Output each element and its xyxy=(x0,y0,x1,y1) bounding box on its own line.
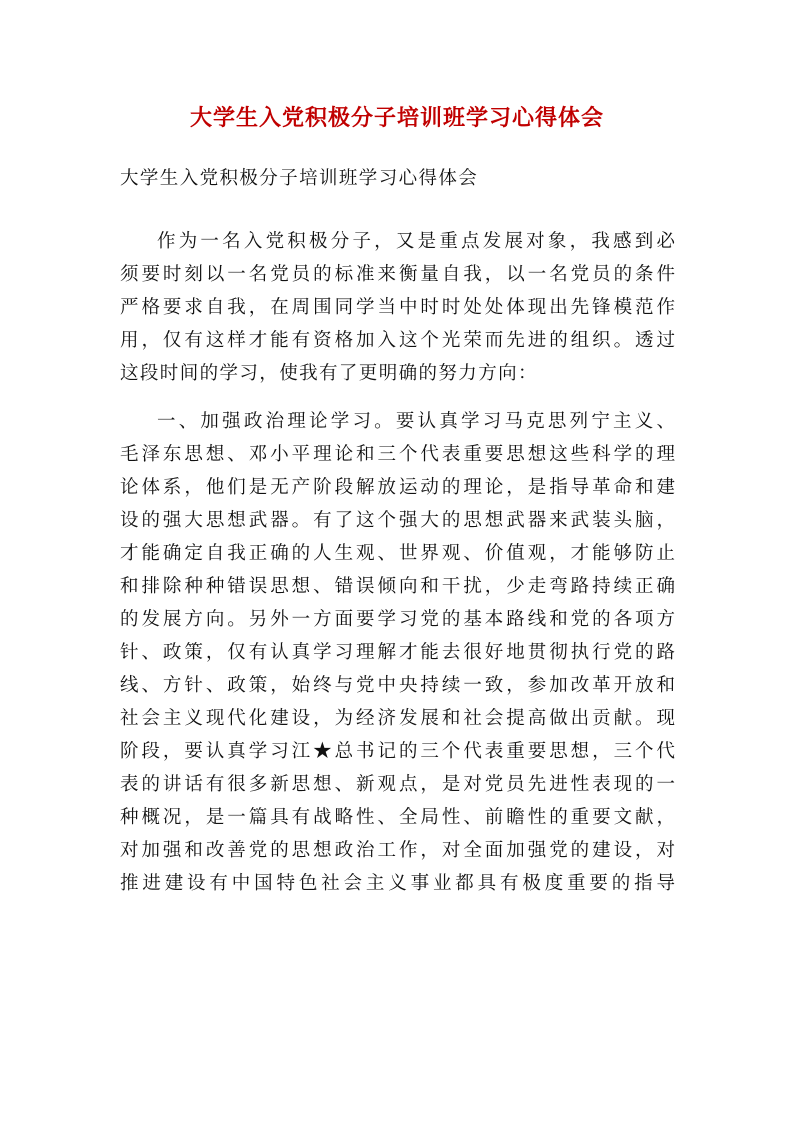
paragraph-line: 社会主义现代化建设，为经济发展和社会提高做出贡献。现 xyxy=(120,708,675,729)
paragraph-line: 的发展方向。另外一方面要学习党的基本路线和党的各项方 xyxy=(120,609,675,630)
paragraph-line: 设的强大思想武器。有了这个强大的思想武器来武装头脑， xyxy=(120,510,675,531)
paragraph-line: 用，仅有这样才能有资格加入这个光荣而先进的组织。透过 xyxy=(120,330,675,351)
paragraph-line: 表的讲话有很多新思想、新观点，是对党员先进性表现的一 xyxy=(120,774,675,795)
paragraph-line: 作为一名入党积极分子，又是重点发展对象，我感到必 xyxy=(157,231,675,252)
paragraph-line: 针、政策，仅有认真学习理解才能去很好地贯彻执行党的路 xyxy=(120,642,675,663)
paragraph-line: 线、方针、政策，始终与党中央持续一致，参加改革开放和 xyxy=(120,675,675,696)
paragraph-line: 种概况，是一篇具有战略性、全局性、前瞻性的重要文献， xyxy=(120,807,675,828)
paragraph-line: 须要时刻以一名党员的标准来衡量自我，以一名党员的条件 xyxy=(120,264,675,285)
paragraph-line: 这段时间的学习，使我有了更明确的努力方向： xyxy=(120,363,538,384)
paragraph-line: 推进建设有中国特色社会主义事业都具有极度重要的指导 xyxy=(120,873,675,894)
document-subtitle: 大学生入党积极分子培训班学习心得体会 xyxy=(120,168,479,189)
paragraph-line: 论体系，他们是无产阶段解放运动的理论，是指导革命和建 xyxy=(120,477,675,498)
paragraph-line: 阶段，要认真学习江★总书记的三个代表重要思想，三个代 xyxy=(120,741,675,762)
paragraph-line: 对加强和改善党的思想政治工作，对全面加强党的建设，对 xyxy=(120,840,675,861)
document-title: 大学生入党积极分子培训班学习心得体会 xyxy=(189,105,604,131)
paragraph-line: 和排除种种错误思想、错误倾向和干扰，少走弯路持续正确 xyxy=(120,576,675,597)
paragraph-line: 一、加强政治理论学习。要认真学习马克思列宁主义、 xyxy=(157,411,675,432)
paragraph-line: 严格要求自我，在周围同学当中时时处处体现出先锋模范作 xyxy=(120,297,675,318)
paragraph-line: 毛泽东思想、邓小平理论和三个代表重要思想这些科学的理 xyxy=(120,444,675,465)
paragraph-line: 才能确定自我正确的人生观、世界观、价值观，才能够防止 xyxy=(120,543,675,564)
